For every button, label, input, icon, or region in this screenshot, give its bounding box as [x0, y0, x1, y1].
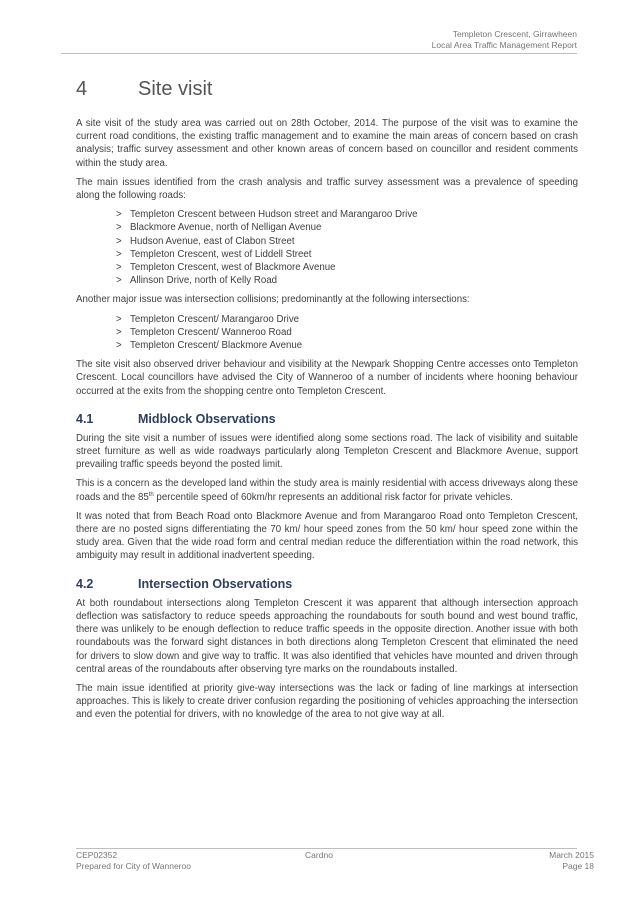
- paragraph: At both roundabout intersections along Templeton Crescent it was apparent that although intersection approach deflection was satisfactory to reduce speeds approaching the roundabouts for south bound and west bound traffic, there was unlikely to be enough deflection to reduce traffic speeds in the opposite direction. Another issue with both roundabouts was the forward sight distances in both directions along Templeton Crescent that eliminated the need for drivers to slow down and give way to traffic. It was also identified that vehicles have mounted and driven through central areas of the roundabouts after observing tyre marks on the roundabouts installed.: [76, 597, 578, 675]
- header-divider: [61, 53, 577, 54]
- bullet-arrow-icon: >: [116, 235, 122, 247]
- header-location: Templeton Crescent, Girrawheen: [452, 29, 577, 39]
- prepared-for: Prepared for City of Wanneroo: [76, 860, 191, 871]
- footer-company: [0, 850, 638, 861]
- intersection-list: [76, 313, 578, 353]
- list-item: > Templeton Crescent, west of Liddell Street: [116, 248, 312, 260]
- list-item: > Templeton Crescent, west of Blackmore Avenue: [116, 262, 336, 274]
- subsection-heading-intersection: [76, 577, 578, 591]
- bullet-arrow-icon: >: [116, 262, 122, 274]
- paragraph: This is a concern as the developed land within the study area is mainly residential with access driveways along these roads and the 85th percentile speed of 60km/hr represents an additional risk factor for private vehicles.: [76, 478, 578, 503]
- paragraph: The main issues identified from the crash analysis and traffic survey assessment was a prevalence of speeding along the following roads:: [76, 176, 578, 202]
- page-content: [76, 78, 578, 728]
- list-item: > Templeton Crescent/ Wanneroo Road: [116, 326, 292, 338]
- list-item: > Templeton Crescent/ Marangaroo Drive: [116, 313, 300, 325]
- bullet-arrow-icon: >: [116, 209, 122, 221]
- paragraph: The main issue identified at priority give-way intersections was the lack or fading of line markings at intersection approaches. This is likely to create driver confusion regarding the positioning of vehicles approaching the intersection and even the potential for drivers, with no knowledge of the area to not give way at all.: [76, 682, 578, 721]
- section-number: 4: [76, 78, 88, 100]
- section-heading: [76, 78, 578, 101]
- list-item: > Hudson Avenue, east of Clabon Street: [116, 235, 295, 247]
- subsection-number: 4.1: [76, 411, 94, 426]
- paragraph: It was noted that from Beach Road onto Blackmore Avenue and from Marangaroo Road onto Templeton Crescent, there are no posted signs differentiating the 70 km/ hour speed zones from the 50 km/ hour speed zone within the study area. Given that the wide road form and central median reduce the differentiation within the road network, this ambiguity may result in additional inadvertent speeding.: [76, 510, 578, 562]
- header-report-title: Local Area Traffic Management Report: [431, 40, 577, 50]
- bullet-arrow-icon: >: [116, 275, 122, 287]
- company-name: Cardno: [305, 850, 333, 860]
- subsection-title: Intersection Observations: [138, 576, 293, 591]
- road-list: [76, 208, 578, 287]
- bullet-arrow-icon: >: [116, 326, 122, 338]
- bullet-arrow-icon: >: [116, 340, 122, 352]
- bullet-arrow-icon: >: [116, 248, 122, 260]
- footer-divider: [76, 848, 577, 849]
- list-item: > Blackmore Avenue, north of Nelligan Avenue: [116, 222, 322, 234]
- bullet-arrow-icon: >: [116, 313, 122, 325]
- paragraph: During the site visit a number of issues were identified along some sections road. The lack of visibility and suitable street furniture as well as wide roadways particularly along Templeton Crescent and Blackmore Avenue, support prevailing traffic speeds beyond the posted limit.: [76, 432, 578, 471]
- subsection-number: 4.2: [76, 576, 94, 591]
- footer-right: [549, 850, 594, 871]
- paragraph: A site visit of the study area was carried out on 28th October, 2014. The purpose of the visit was to examine the current road conditions, the existing traffic management and to examine the main areas of concern based on crash analysis; traffic survey assessment and other known areas of concern based on councillor and resident comments within the study area.: [76, 118, 578, 169]
- page-number: Page 18: [562, 860, 594, 871]
- list-item: > Allinson Drive, north of Kelly Road: [116, 275, 277, 287]
- document-date: March 2015: [549, 850, 594, 860]
- paragraph: Another major issue was intersection collisions; predominantly at the following intersections:: [76, 294, 470, 306]
- subsection-title: Midblock Observations: [138, 411, 276, 426]
- page-header: [432, 29, 577, 51]
- list-item: > Templeton Crescent/ Blackmore Avenue: [116, 340, 303, 352]
- list-item: > Templeton Crescent between Hudson street and Marangaroo Drive: [116, 209, 418, 221]
- document-code: CEP02352: [76, 850, 118, 860]
- subsection-heading-midblock: [76, 412, 578, 426]
- paragraph: The site visit also observed driver behaviour and visibility at the Newpark Shopping Centre accesses onto Templeton Crescent. Local councillors have advised the City of Wanneroo of a number of incidents where hooning behaviour occurred at the exits from the shopping centre onto Templeton Crescent.: [76, 359, 578, 397]
- section-title: Site visit: [138, 78, 213, 100]
- bullet-arrow-icon: >: [116, 222, 122, 234]
